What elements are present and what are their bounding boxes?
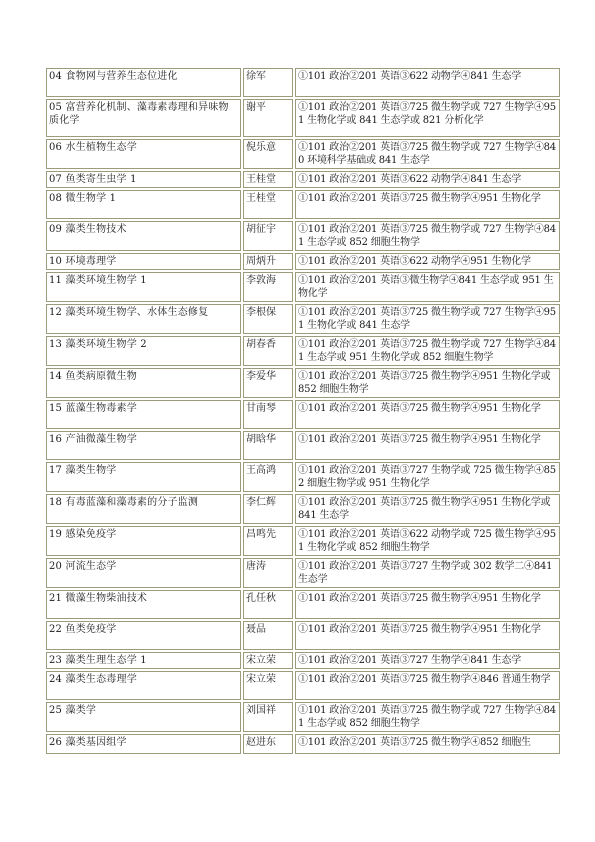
exam-subjects-cell: ①101 政治②201 英语③727 生物学④841 生态学 <box>295 652 560 669</box>
table-row <box>46 190 560 219</box>
direction-cell: 21 微藻生物柴油技术 <box>46 590 241 619</box>
exam-subjects-cell: ①101 政治②201 英语③725 微生物学④951 生物化学 <box>295 431 560 460</box>
supervisor-cell: 宋立荣 <box>243 671 293 700</box>
supervisor-cell: 徐军 <box>243 68 293 97</box>
supervisor-cell: 王桂堂 <box>243 171 293 188</box>
table-row <box>46 272 560 302</box>
table-row <box>46 702 560 732</box>
direction-cell: 09 藻类生物技术 <box>46 221 241 251</box>
supervisor-cell: 李仁辉 <box>243 494 293 524</box>
exam-subjects-cell: ①101 政治②201 英语③725 微生物学或 727 生物学④841 生态学或 852 细胞生物学 <box>295 221 560 251</box>
exam-subjects-cell: ①101 政治②201 英语③725 微生物学或 727 生物学④841 生态学或 852 细胞生物学 <box>295 702 560 732</box>
direction-cell: 12 藻类环境生物学、水体生态修复 <box>46 304 241 334</box>
supervisor-cell: 刘国祥 <box>243 702 293 732</box>
supervisor-cell: 王桂堂 <box>243 190 293 219</box>
direction-cell: 07 鱼类寄生虫学 1 <box>46 171 241 188</box>
supervisor-cell: 胡春香 <box>243 336 293 366</box>
supervisor-cell: 胡晗华 <box>243 431 293 460</box>
direction-cell: 06 水生植物生态学 <box>46 139 241 169</box>
direction-cell: 24 藻类生态毒理学 <box>46 671 241 700</box>
supervisor-cell: 倪乐意 <box>243 139 293 169</box>
supervisor-cell: 宋立荣 <box>243 652 293 669</box>
table-row <box>46 253 560 270</box>
exam-subjects-cell: ①101 政治②201 英语③725 微生物学④951 生物化学 <box>295 400 560 429</box>
exam-subjects-cell: ①101 政治②201 英语③725 微生物学④852 细胞生 <box>295 734 560 754</box>
exam-subjects-cell: ①101 政治②201 英语③725 微生物学④951 生物化学或 852 细胞生物学 <box>295 368 560 398</box>
exam-subjects-cell: ①101 政治②201 英语③622 动物学或 725 微生物学④951 生物化学或 852 细胞生物学 <box>295 526 560 556</box>
direction-cell: 18 有毒蓝藻和藻毒素的分子监测 <box>46 494 241 524</box>
table-row <box>46 652 560 669</box>
direction-cell: 05 富营养化机制、藻毒素毒理和异味物质化学 <box>46 99 241 137</box>
supervisor-cell: 李根保 <box>243 304 293 334</box>
direction-cell: 16 产油微藻生物学 <box>46 431 241 460</box>
table-row <box>46 99 560 137</box>
exam-subjects-cell: ①101 政治②201 英语③微生物学④841 生态学或 951 生物化学 <box>295 272 560 302</box>
direction-cell: 22 鱼类免疫学 <box>46 621 241 650</box>
exam-subjects-cell: ①101 政治②201 英语③727 生物学或 725 微生物学④852 细胞生物学或 951 生物化学 <box>295 462 560 492</box>
exam-subjects-cell: ①101 政治②201 英语③725 微生物学④846 普通生物学 <box>295 671 560 700</box>
table-row <box>46 558 560 588</box>
supervisor-cell: 周炳升 <box>243 253 293 270</box>
direction-cell: 04 食物网与营养生态位进化 <box>46 68 241 97</box>
supervisor-cell: 李爱华 <box>243 368 293 398</box>
table-row <box>46 171 560 188</box>
table-row <box>46 621 560 650</box>
table-row <box>46 494 560 524</box>
direction-cell: 13 藻类环境生物学 2 <box>46 336 241 366</box>
supervisor-cell: 昌鸣先 <box>243 526 293 556</box>
exam-subjects-cell: ①101 政治②201 英语③725 微生物学或 727 生物学④840 环境科学基础或 841 生态学 <box>295 139 560 169</box>
direction-cell: 17 藻类生物学 <box>46 462 241 492</box>
table-row <box>46 462 560 492</box>
direction-cell: 23 藻类生理生态学 1 <box>46 652 241 669</box>
table-row <box>46 368 560 398</box>
program-table <box>44 66 562 756</box>
exam-subjects-cell: ①101 政治②201 英语③725 微生物学④951 生物化学或 841 生态学 <box>295 494 560 524</box>
direction-cell: 26 藻类基因组学 <box>46 734 241 754</box>
program-table-body <box>46 68 560 754</box>
exam-subjects-cell: ①101 政治②201 英语③725 微生物学或 727 生物学④841 生态学或 951 生物化学或 852 细胞生物学 <box>295 336 560 366</box>
direction-cell: 25 藻类学 <box>46 702 241 732</box>
direction-cell: 08 微生物学 1 <box>46 190 241 219</box>
supervisor-cell: 唐涛 <box>243 558 293 588</box>
direction-cell: 15 蓝藻生物毒素学 <box>46 400 241 429</box>
exam-subjects-cell: ①101 政治②201 英语③622 动物学④841 生态学 <box>295 171 560 188</box>
supervisor-cell: 赵进东 <box>243 734 293 754</box>
supervisor-cell: 李敦海 <box>243 272 293 302</box>
exam-subjects-cell: ①101 政治②201 英语③725 微生物学④951 生物化学 <box>295 190 560 219</box>
supervisor-cell: 孔任秋 <box>243 590 293 619</box>
table-row <box>46 400 560 429</box>
direction-cell: 11 藻类环境生物学 1 <box>46 272 241 302</box>
exam-subjects-cell: ①101 政治②201 英语③622 动物学④841 生态学 <box>295 68 560 97</box>
table-row <box>46 526 560 556</box>
table-row <box>46 431 560 460</box>
direction-cell: 14 鱼类病原微生物 <box>46 368 241 398</box>
table-row <box>46 304 560 334</box>
exam-subjects-cell: ①101 政治②201 英语③725 微生物学④951 生物化学 <box>295 590 560 619</box>
direction-cell: 19 感染免疫学 <box>46 526 241 556</box>
table-row <box>46 336 560 366</box>
table-row <box>46 68 560 97</box>
table-row <box>46 734 560 754</box>
supervisor-cell: 胡征宇 <box>243 221 293 251</box>
table-row <box>46 221 560 251</box>
supervisor-cell: 王高鸿 <box>243 462 293 492</box>
direction-cell: 10 环境毒理学 <box>46 253 241 270</box>
table-row <box>46 590 560 619</box>
exam-subjects-cell: ①101 政治②201 英语③725 微生物学或 727 生物学④951 生物化学或 841 生态学或 821 分析化学 <box>295 99 560 137</box>
exam-subjects-cell: ①101 政治②201 英语③725 微生物学④951 生物化学 <box>295 621 560 650</box>
exam-subjects-cell: ①101 政治②201 英语③622 动物学④951 生物化学 <box>295 253 560 270</box>
table-row <box>46 671 560 700</box>
table-row <box>46 139 560 169</box>
exam-subjects-cell: ①101 政治②201 英语③727 生物学或 302 数学二④841 生态学 <box>295 558 560 588</box>
supervisor-cell: 甘南琴 <box>243 400 293 429</box>
direction-cell: 20 河流生态学 <box>46 558 241 588</box>
exam-subjects-cell: ①101 政治②201 英语③725 微生物学或 727 生物学④951 生物化学或 841 生态学 <box>295 304 560 334</box>
supervisor-cell: 聂品 <box>243 621 293 650</box>
supervisor-cell: 谢平 <box>243 99 293 137</box>
